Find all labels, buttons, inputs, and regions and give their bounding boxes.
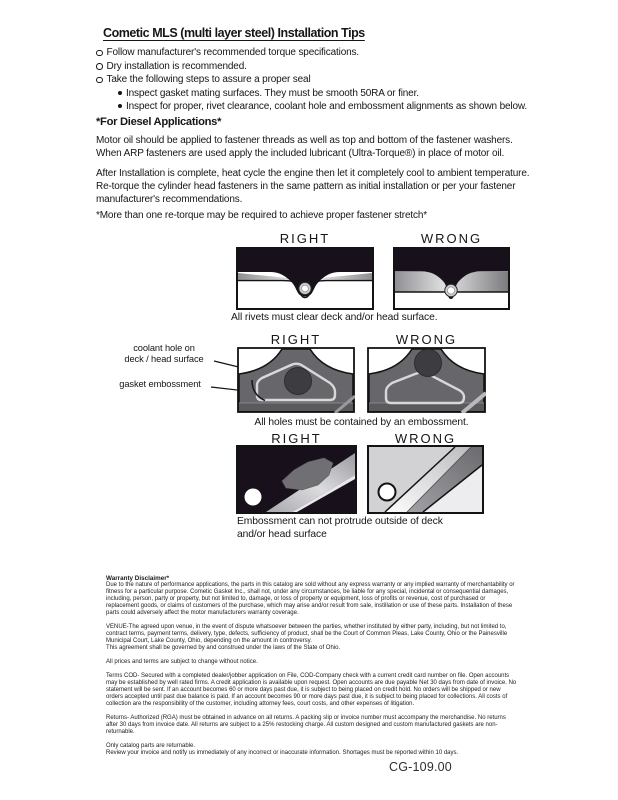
fig1-wrong-diagram <box>393 247 510 310</box>
gasket-embossment-annotation: gasket embossment <box>119 379 201 389</box>
disclaimer-paragraph: Review your invoice and notify us immediately of any incorrect or inaccurate information. Shortages must be reported within 10 days. <box>106 750 459 756</box>
open-circle-bullet-icon <box>96 50 103 57</box>
warranty-disclaimer-heading: Warranty Disclaimer* <box>106 575 170 582</box>
list-item <box>96 60 541 74</box>
list-item-text: Take the following steps to assure a proper seal <box>106 74 311 86</box>
diesel-applications-heading: *For Diesel Applications* <box>96 116 222 128</box>
page-number: CG-109.00 <box>389 760 452 774</box>
fig1-wrong-label: WRONG <box>420 231 483 246</box>
page-title: Cometic MLS (multi layer steel) Installation Tips <box>103 26 365 40</box>
filled-bullet-icon <box>118 91 122 95</box>
fig2-right-label: RIGHT <box>270 332 322 347</box>
fig3-caption: Embossment can not protrude outside of deck and/or head surface <box>237 516 443 540</box>
open-circle-bullet-icon <box>96 63 103 70</box>
fig3-right-label: RIGHT <box>271 431 322 446</box>
list-item-text: Dry installation is recommended. <box>106 60 247 72</box>
fig1-right-diagram <box>236 247 374 310</box>
disclaimer-paragraph: VENUE-The agreed upon venue, in the event of dispute whatsoever between the parties, whether instituted by either party, including, but not limited to, contract terms, payment terms, delivery, type, defects, sufficiency of product, shall be the Court of Common Pleas, Lake County, Ohio or the Painesville Municipal Court, Lake County, Ohio, depending on the amount in controversy. <box>106 624 508 644</box>
disclaimer-paragraph: All prices and terms are subject to change without notice. <box>106 659 258 665</box>
diesel-paragraph-1: Motor oil should be applied to fastener threads as well as top and bottom of the fastener washers. When ARP fasteners are used apply the included lubricant (Ultra-Torque®) in place of motor oil. <box>96 135 513 160</box>
list-item <box>96 46 541 60</box>
fig2-wrong-label: WRONG <box>395 332 458 347</box>
fig1-caption: All rivets must clear deck and/or head surface. <box>231 312 438 323</box>
list-item <box>118 87 541 101</box>
warranty-disclaimer <box>106 575 518 757</box>
disclaimer-paragraph: Returns- Authorized (RGA) must be obtained in advance on all returns. A packing slip or invoice number must accompany the merchandise. No returns after 30 days from invoice date. All returns are subject to a 25% restocking charge. All custom designed and custom manufactured gaskets are non-returnable. <box>106 715 506 735</box>
retorque-note: *More than one re-torque may be required to achieve proper fastener stretch* <box>96 210 428 221</box>
list-item-text: Inspect for proper, rivet clearance, coolant hole and embossment alignments as shown below. <box>126 101 528 113</box>
filled-bullet-icon <box>118 104 122 108</box>
disclaimer-paragraph: Only catalog parts are returnable. <box>106 743 196 749</box>
open-circle-bullet-icon <box>96 77 103 84</box>
disclaimer-paragraph: Terms COD- Secured with a completed dealer/jobber application on File, COD-Company check with a current credit card number on file. Open accounts may be established by well rated firms. A credit application is available upon request. Open accounts are due payable Net 30 days from date of invoice. No statement will be sent. If an account becomes 60 or more days past due, it is subject to being placed on credit hold. No orders will be shipped or new orders accepted until past due balance is paid. If an account becomes 90 or more days past due, it is subject to being placed for collections. All costs of collection are the responsibility of the customer, including attorney fees, court costs, and other expenses of litigation. <box>106 673 517 707</box>
diesel-paragraph-2: After Installation is complete, heat cycle the engine then let it completely cool to ambient temperature. Re-torque the cylinder head fasteners in the same pattern as initial installation or per your fastener manufacturer's recommendations. <box>96 168 530 206</box>
fig2-caption: All holes must be contained by an embossment. <box>254 417 469 428</box>
fig2-wrong-diagram <box>367 347 486 413</box>
list-item-text: Inspect gasket mating surfaces. They must be smooth 50RA or finer. <box>126 87 419 99</box>
fig3-wrong-diagram <box>367 445 484 514</box>
coolant-hole-annotation: coolant hole on deck / head surface <box>124 343 204 364</box>
list-item-text: Follow manufacturer's recommended torque specifications. <box>106 47 360 58</box>
list-item <box>118 100 541 114</box>
fig3-right-diagram <box>236 445 357 514</box>
fig3-wrong-label: WRONG <box>394 431 457 446</box>
fig1-right-label: RIGHT <box>279 231 331 246</box>
list-item <box>96 73 541 87</box>
fig2-right-diagram <box>237 347 355 413</box>
disclaimer-paragraph: This agreement shall be governed by and construed under the laws of the State of Ohio. <box>106 645 341 651</box>
installation-tips-list <box>96 46 541 114</box>
disclaimer-paragraph: Due to the nature of performance applications, the parts in this catalog are sold without any express warranty or any implied warranty of merchantability or fitness for a particular purpose. Cometic Gasket Inc., shall not, under any circumstances, be liable for any special, incidental or consequential damages, including, person, party or property, but not limited to, damage, or loss of property or equipment, loss of profits or revenue, cost of purchased or replacement goods, or claims of customers of the purchase, which may arise and/or result from sale, instillation or use of these parts. Installation of these parts could adversely affect the motor manufacturers warranty coverage. <box>106 582 515 616</box>
